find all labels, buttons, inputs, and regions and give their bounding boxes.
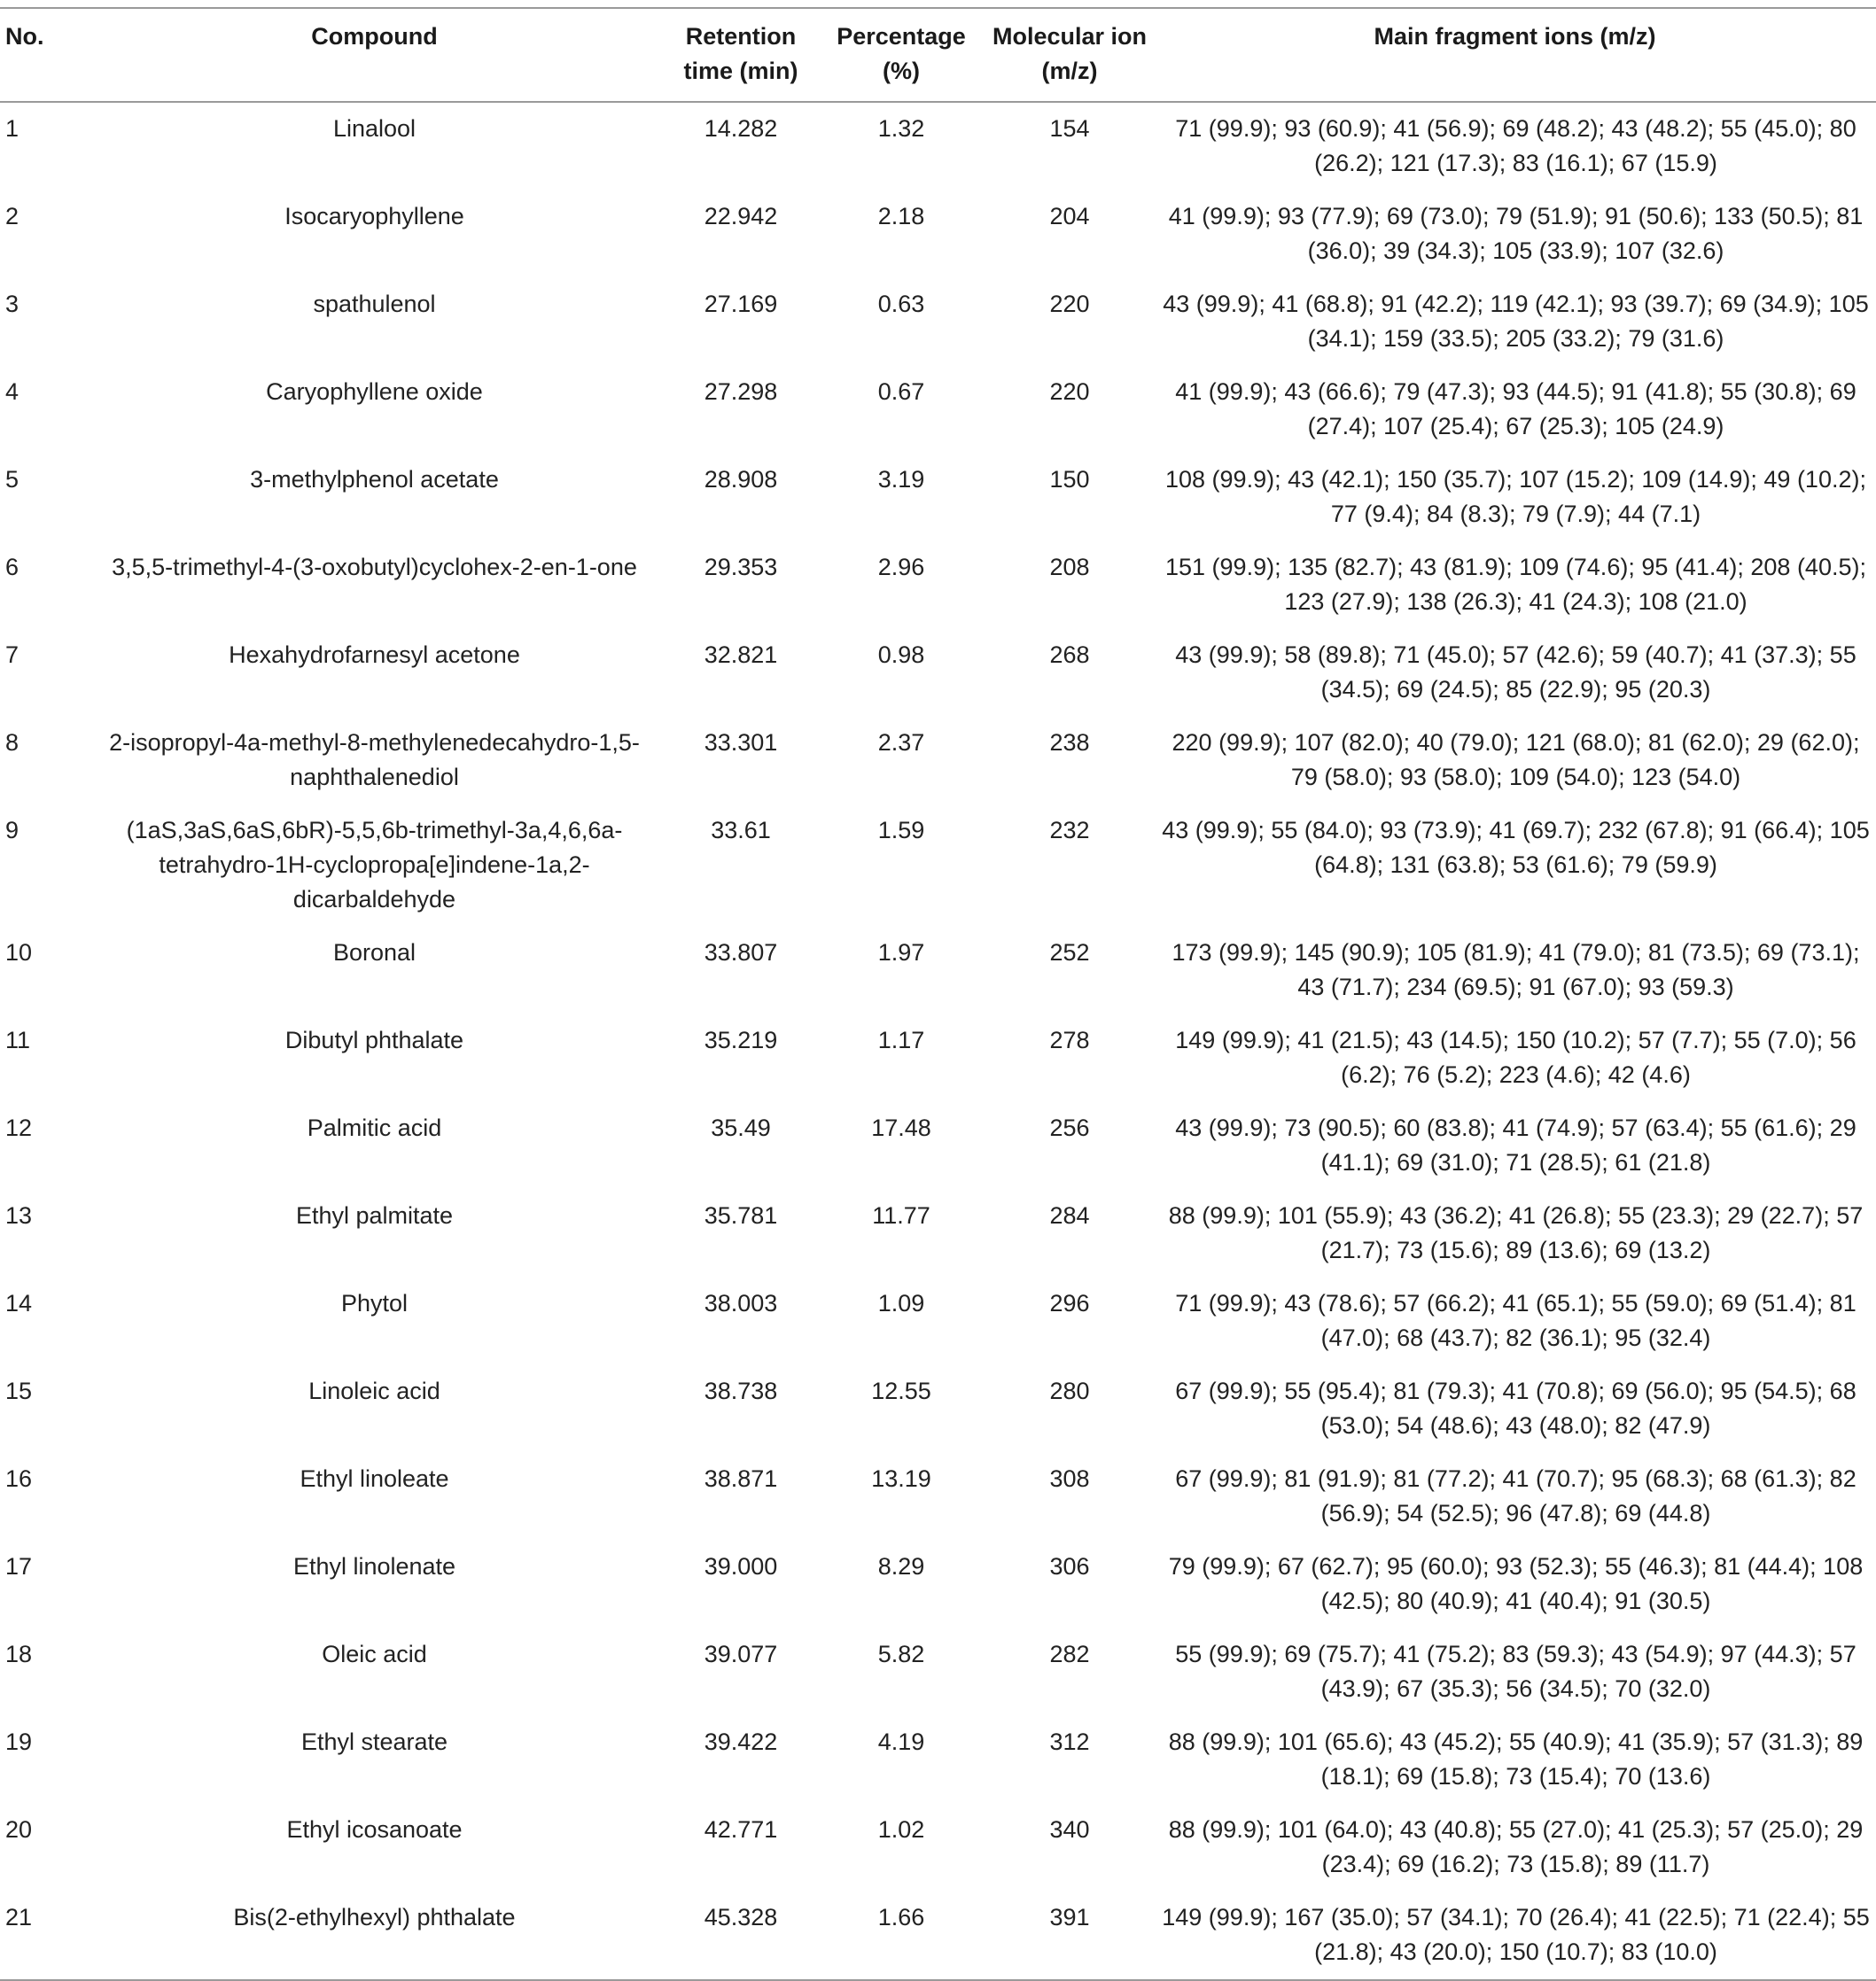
cell-compound: Phytol: [340, 1290, 409, 1317]
cell-fragment-ions: 149 (99.9); 167 (35.0); 57 (34.1); 70 (26.4); 41 (22.5); 71 (22.4); 55 (21.8); 43 (20.0); 150 (10.7); 83 (10.0): [1162, 1904, 1870, 1965]
cell-percentage: 1.32: [877, 115, 925, 142]
cell-retention-time: 32.821: [704, 641, 778, 668]
cell-fragment-ions: 151 (99.9); 135 (82.7); 43 (81.9); 109 (74.6); 95 (41.4); 208 (40.5); 123 (27.9); 138 (26.3); 41 (24.3); 108 (21.0): [1165, 554, 1866, 615]
cell-retention-time: 39.422: [704, 1729, 778, 1755]
cell-no: 13: [5, 1202, 33, 1229]
cell-fragment-ions: 220 (99.9); 107 (82.0); 40 (79.0); 121 (68.0); 81 (62.0); 29 (62.0); 79 (58.0); 93 (58.0); 109 (54.0); 123 (54.0): [1172, 729, 1860, 790]
table-row: [0, 102, 1876, 190]
cell-retention-time: 35.781: [704, 1202, 778, 1229]
cell-molecular-ion: 280: [1049, 1378, 1090, 1404]
cell-retention-time: 39.000: [704, 1553, 778, 1580]
table-row: [0, 1365, 1876, 1453]
cell-no: 10: [5, 939, 33, 966]
cell-percentage: 8.29: [877, 1553, 925, 1580]
table-row: [0, 1628, 1876, 1716]
cell-compound: Dibutyl phthalate: [284, 1027, 464, 1053]
cell-retention-time: 35.49: [711, 1115, 771, 1141]
cell-molecular-ion: 296: [1049, 1290, 1090, 1317]
table-row: [0, 1014, 1876, 1102]
cell-compound: Isocaryophyllene: [284, 203, 464, 229]
cell-compound: Linoleic acid: [308, 1378, 440, 1404]
table-row: [0, 927, 1876, 1014]
cell-percentage: 2.96: [877, 554, 925, 580]
cell-retention-time: 38.871: [704, 1465, 778, 1492]
cell-molecular-ion: 256: [1049, 1115, 1090, 1141]
cell-molecular-ion: 278: [1049, 1027, 1090, 1053]
cell-fragment-ions: 67 (99.9); 81 (91.9); 81 (77.2); 41 (70.7); 95 (68.3); 68 (61.3); 82 (56.9); 54 (52.5); 96 (47.8); 69 (44.8): [1175, 1465, 1857, 1527]
cell-molecular-ion: 308: [1049, 1465, 1090, 1492]
cell-percentage: 12.55: [871, 1378, 931, 1404]
cell-compound: (1aS,3aS,6aS,6bR)-5,5,6b-trimethyl-3a,4,6,6a-tetrahydro-1H-cyclopropa[e]indene-1a,2-dicarbaldehyde: [126, 817, 623, 913]
cell-no: 1: [5, 115, 19, 142]
cell-percentage: 17.48: [871, 1115, 931, 1141]
cell-retention-time: 33.61: [711, 817, 771, 843]
cell-no: 14: [5, 1290, 33, 1317]
table-row: [0, 1190, 1876, 1278]
cell-no: 4: [5, 378, 19, 405]
cell-percentage: 13.19: [871, 1465, 931, 1492]
cell-molecular-ion: 391: [1049, 1904, 1090, 1931]
cell-percentage: 1.59: [877, 817, 925, 843]
cell-retention-time: 39.077: [704, 1641, 778, 1667]
cell-compound: 2-isopropyl-4a-methyl-8-methylenedecahydro-1,5-naphthalenediol: [109, 729, 640, 790]
cell-retention-time: 38.738: [704, 1378, 778, 1404]
cell-compound: Ethyl linoleate: [300, 1465, 449, 1492]
cell-percentage: 3.19: [877, 466, 925, 493]
table-row: [0, 541, 1876, 629]
cell-molecular-ion: 252: [1049, 939, 1090, 966]
cell-fragment-ions: 43 (99.9); 58 (89.8); 71 (45.0); 57 (42.6); 59 (40.7); 41 (37.3); 55 (34.5); 69 (24.5); 85 (22.9); 95 (20.3): [1175, 641, 1857, 703]
cell-retention-time: 14.282: [704, 115, 778, 142]
cell-retention-time: 28.908: [704, 466, 778, 493]
cell-compound: Caryophyllene oxide: [266, 378, 483, 405]
cell-compound: Ethyl icosanoate: [286, 1816, 463, 1843]
cell-percentage: 1.17: [877, 1027, 925, 1053]
cell-fragment-ions: 149 (99.9); 41 (21.5); 43 (14.5); 150 (10.2); 57 (7.7); 55 (7.0); 56 (6.2); 76 (5.2); 223 (4.6); 42 (4.6): [1175, 1027, 1857, 1088]
header-percentage: Percentage (%): [837, 23, 966, 84]
cell-molecular-ion: 154: [1049, 115, 1090, 142]
cell-molecular-ion: 268: [1049, 641, 1090, 668]
table-row: [0, 1716, 1876, 1804]
cell-molecular-ion: 238: [1049, 729, 1090, 756]
cell-percentage: 2.37: [877, 729, 925, 756]
cell-no: 20: [5, 1816, 33, 1843]
cell-percentage: 0.63: [877, 291, 925, 317]
table-row: [0, 804, 1876, 927]
cell-retention-time: 22.942: [704, 203, 778, 229]
cell-compound: spathulenol: [313, 291, 436, 317]
cell-fragment-ions: 43 (99.9); 55 (84.0); 93 (73.9); 41 (69.7); 232 (67.8); 91 (66.4); 105 (64.8); 131 (63.8); 53 (61.6); 79 (59.9): [1162, 817, 1870, 878]
table-row: [0, 1278, 1876, 1365]
cell-percentage: 1.02: [877, 1816, 925, 1843]
cell-no: 12: [5, 1115, 33, 1141]
table-row: [0, 1102, 1876, 1190]
cell-percentage: 4.19: [877, 1729, 925, 1755]
cell-molecular-ion: 208: [1049, 554, 1090, 580]
header-molecular-ion: Molecular ion (m/z): [992, 23, 1148, 84]
cell-fragment-ions: 41 (99.9); 93 (77.9); 69 (73.0); 79 (51.9); 91 (50.6); 133 (50.5); 81 (36.0); 39 (34.3); 105 (33.9); 107 (32.6): [1168, 203, 1864, 264]
cell-molecular-ion: 204: [1049, 203, 1090, 229]
cell-compound: Boronal: [332, 939, 416, 966]
cell-percentage: 0.98: [877, 641, 925, 668]
cell-compound: Linalool: [332, 115, 416, 142]
cell-no: 19: [5, 1729, 33, 1755]
table-row: [0, 1892, 1876, 1980]
table-row: [0, 1541, 1876, 1628]
cell-no: 17: [5, 1553, 33, 1580]
cell-retention-time: 27.169: [704, 291, 778, 317]
cell-percentage: 1.97: [877, 939, 925, 966]
cell-molecular-ion: 282: [1049, 1641, 1090, 1667]
table-row: [0, 717, 1876, 804]
cell-compound: 3,5,5-trimethyl-4-(3-oxobutyl)cyclohex-2-en-1-one: [112, 554, 637, 580]
cell-fragment-ions: 173 (99.9); 145 (90.9); 105 (81.9); 41 (79.0); 81 (73.5); 69 (73.1); 43 (71.7); 234 (69.5); 91 (67.0); 93 (59.3): [1172, 939, 1860, 1000]
cell-retention-time: 35.219: [704, 1027, 778, 1053]
table-body: [0, 102, 1876, 1980]
cell-no: 8: [5, 729, 19, 756]
cell-no: 18: [5, 1641, 33, 1667]
cell-fragment-ions: 41 (99.9); 43 (66.6); 79 (47.3); 93 (44.5); 91 (41.8); 55 (30.8); 69 (27.4); 107 (25.4); 67 (25.3); 105 (24.9): [1175, 378, 1857, 439]
cell-fragment-ions: 71 (99.9); 43 (78.6); 57 (66.2); 41 (65.1); 55 (59.0); 69 (51.4); 81 (47.0); 68 (43.7); 82 (36.1); 95 (32.4): [1175, 1290, 1857, 1351]
cell-fragment-ions: 43 (99.9); 41 (68.8); 91 (42.2); 119 (42.1); 93 (39.7); 69 (34.9); 105 (34.1); 159 (33.5); 205 (33.2); 79 (31.6): [1163, 291, 1869, 352]
table-row: [0, 629, 1876, 717]
header-row: [0, 8, 1876, 102]
cell-retention-time: 27.298: [704, 378, 778, 405]
cell-no: 16: [5, 1465, 33, 1492]
cell-retention-time: 38.003: [704, 1290, 778, 1317]
cell-molecular-ion: 150: [1049, 466, 1090, 493]
header-no: No.: [5, 23, 44, 50]
cell-molecular-ion: 306: [1049, 1553, 1090, 1580]
cell-fragment-ions: 55 (99.9); 69 (75.7); 41 (75.2); 83 (59.3); 43 (54.9); 97 (44.3); 57 (43.9); 67 (35.3); 56 (34.5); 70 (32.0): [1175, 1641, 1857, 1702]
cell-fragment-ions: 43 (99.9); 73 (90.5); 60 (83.8); 41 (74.9); 57 (63.4); 55 (61.6); 29 (41.1); 69 (31.0); 71 (28.5); 61 (21.8): [1175, 1115, 1857, 1176]
table-row: [0, 454, 1876, 541]
cell-retention-time: 33.301: [704, 729, 778, 756]
cell-retention-time: 29.353: [704, 554, 778, 580]
cell-retention-time: 33.807: [704, 939, 778, 966]
cell-no: 21: [5, 1904, 33, 1931]
cell-retention-time: 45.328: [704, 1904, 778, 1931]
cell-molecular-ion: 220: [1049, 378, 1090, 405]
header-compound: Compound: [311, 23, 438, 50]
cell-compound: Ethyl stearate: [300, 1729, 448, 1755]
table-row: [0, 1453, 1876, 1541]
cell-percentage: 2.18: [877, 203, 925, 229]
cell-no: 2: [5, 203, 19, 229]
cell-fragment-ions: 79 (99.9); 67 (62.7); 95 (60.0); 93 (52.3); 55 (46.3); 81 (44.4); 108 (42.5); 80 (40.9); 41 (40.4); 91 (30.5): [1168, 1553, 1864, 1614]
cell-compound: Ethyl palmitate: [295, 1202, 454, 1229]
header-retention-time: Retention time (min): [683, 23, 798, 84]
table-row: [0, 190, 1876, 278]
cell-no: 5: [5, 466, 19, 493]
cell-no: 3: [5, 291, 19, 317]
cell-compound: Palmitic acid: [307, 1115, 442, 1141]
cell-compound: Bis(2-ethylhexyl) phthalate: [233, 1904, 516, 1931]
cell-molecular-ion: 284: [1049, 1202, 1090, 1229]
cell-percentage: 1.09: [877, 1290, 925, 1317]
cell-fragment-ions: 67 (99.9); 55 (95.4); 81 (79.3); 41 (70.8); 69 (56.0); 95 (54.5); 68 (53.0); 54 (48.6); 43 (48.0); 82 (47.9): [1175, 1378, 1857, 1439]
table-row: [0, 1804, 1876, 1892]
cell-fragment-ions: 88 (99.9); 101 (55.9); 43 (36.2); 41 (26.8); 55 (23.3); 29 (22.7); 57 (21.7); 73 (15.6); 89 (13.6); 69 (13.2): [1168, 1202, 1864, 1263]
cell-percentage: 1.66: [877, 1904, 925, 1931]
cell-molecular-ion: 340: [1049, 1816, 1090, 1843]
compound-table: [0, 7, 1876, 1981]
cell-percentage: 5.82: [877, 1641, 925, 1667]
cell-no: 7: [5, 641, 19, 668]
table-row: [0, 366, 1876, 454]
cell-molecular-ion: 220: [1049, 291, 1090, 317]
cell-no: 6: [5, 554, 19, 580]
cell-fragment-ions: 88 (99.9); 101 (64.0); 43 (40.8); 55 (27.0); 41 (25.3); 57 (25.0); 29 (23.4); 69 (16.2); 73 (15.8); 89 (11.7): [1168, 1816, 1864, 1877]
cell-fragment-ions: 88 (99.9); 101 (65.6); 43 (45.2); 55 (40.9); 41 (35.9); 57 (31.3); 89 (18.1); 69 (15.8); 73 (15.4); 70 (13.6): [1168, 1729, 1864, 1790]
cell-compound: Ethyl linolenate: [292, 1553, 456, 1580]
cell-compound: Oleic acid: [322, 1641, 427, 1667]
table-row: [0, 278, 1876, 366]
header-fragment-ions: Main fragment ions (m/z): [1374, 23, 1656, 50]
cell-percentage: 11.77: [872, 1202, 930, 1229]
cell-fragment-ions: 71 (99.9); 93 (60.9); 41 (56.9); 69 (48.2); 43 (48.2); 55 (45.0); 80 (26.2); 121 (17.3); 83 (16.1); 67 (15.9): [1175, 115, 1857, 176]
cell-molecular-ion: 312: [1049, 1729, 1090, 1755]
cell-retention-time: 42.771: [704, 1816, 778, 1843]
cell-molecular-ion: 232: [1049, 817, 1090, 843]
cell-no: 11: [5, 1027, 31, 1053]
cell-no: 9: [5, 817, 19, 843]
cell-compound: Hexahydrofarnesyl acetone: [229, 641, 520, 668]
cell-no: 15: [5, 1378, 33, 1404]
cell-compound: 3-methylphenol acetate: [250, 466, 499, 493]
cell-percentage: 0.67: [877, 378, 925, 405]
cell-fragment-ions: 108 (99.9); 43 (42.1); 150 (35.7); 107 (15.2); 109 (14.9); 49 (10.2); 77 (9.4); 84 (8.3); 79 (7.9); 44 (7.1): [1165, 466, 1866, 527]
